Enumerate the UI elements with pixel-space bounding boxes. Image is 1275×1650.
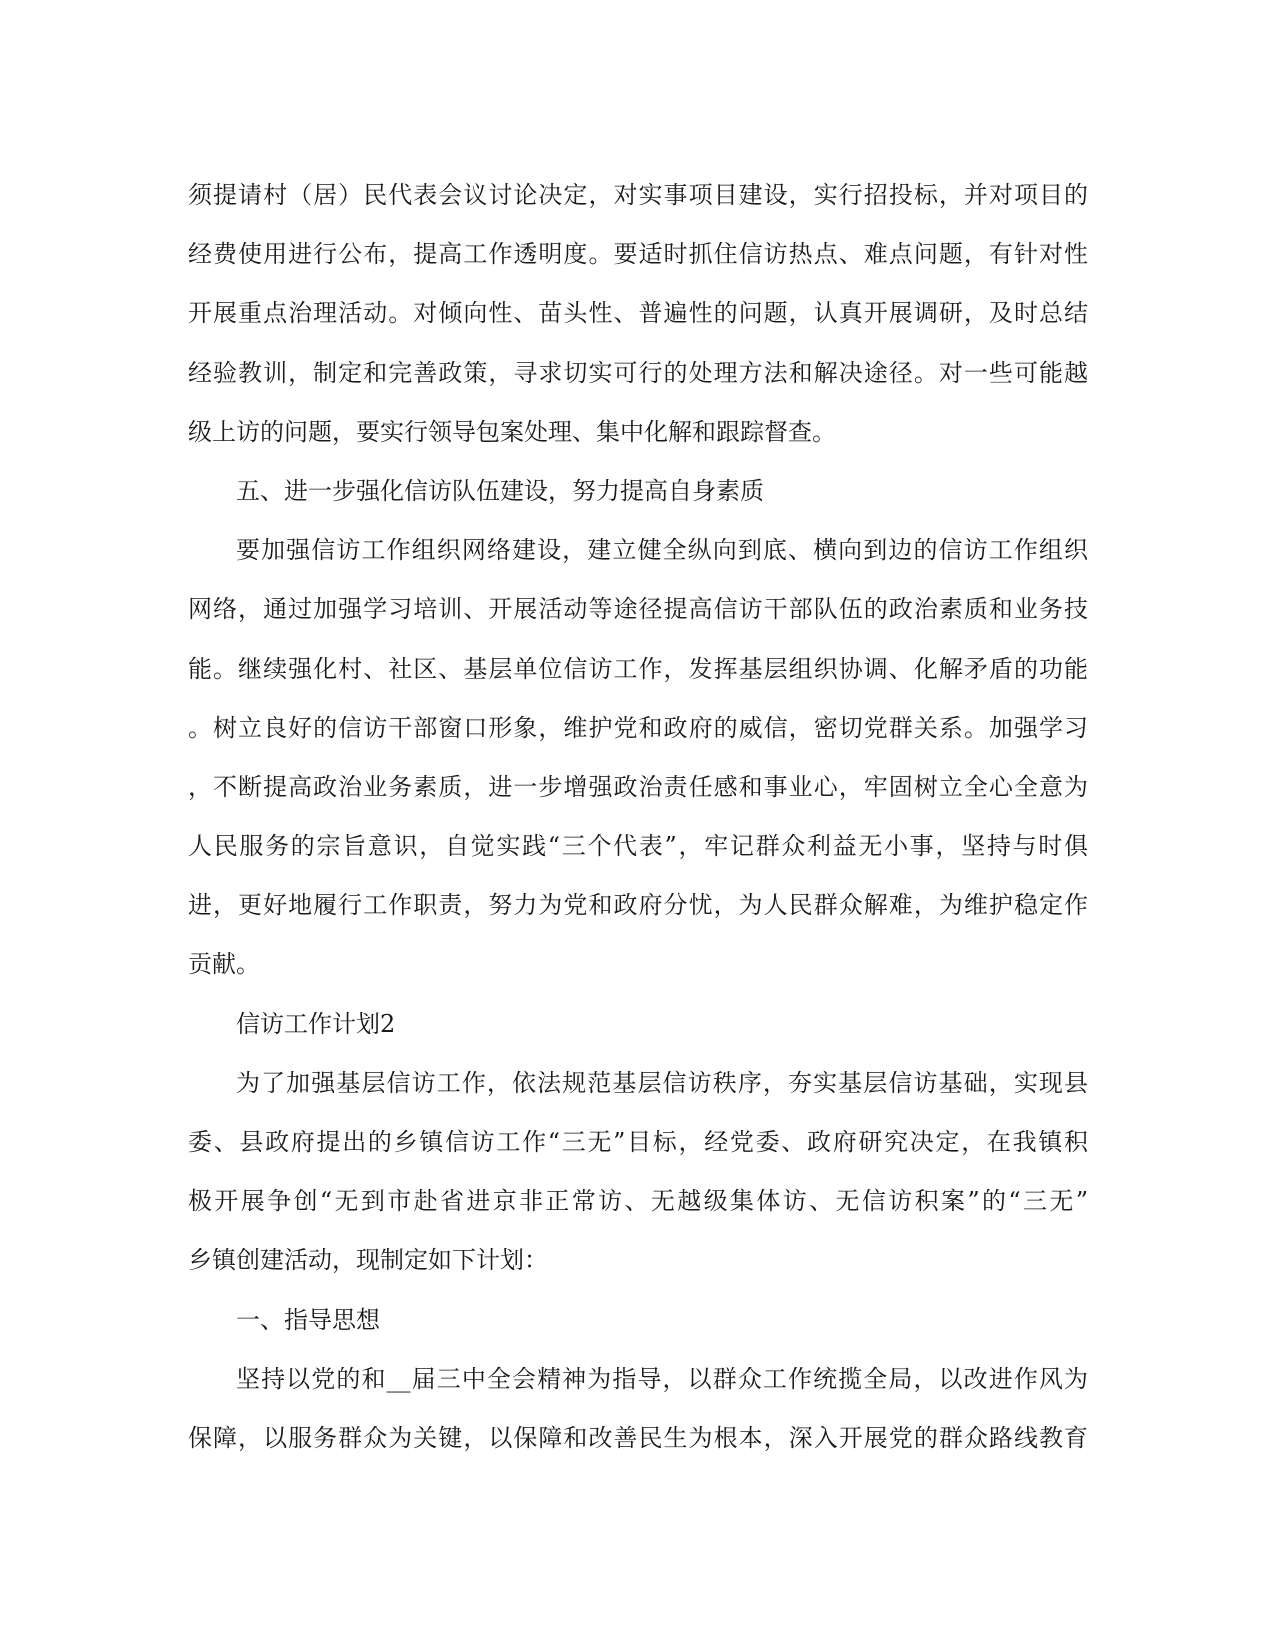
section-heading: 一、指导思想 xyxy=(236,1305,380,1334)
paragraph-line: 贡献。 xyxy=(188,950,260,979)
paragraph-line: 极开展争创“无到市赴省进京非正常访、无越级集体访、无信访积案”的“三无” xyxy=(188,1187,1088,1216)
document-body xyxy=(188,166,1088,1468)
paragraph-line: 乡镇创建活动，现制定如下计划： xyxy=(188,1246,548,1275)
paragraph-line: 经验教训，制定和完善政策，寻求切实可行的处理方法和解决途径。对一些可能越 xyxy=(188,358,1088,387)
paragraph-line: 委、县政府提出的乡镇信访工作“三无”目标，经党委、政府研究决定，在我镇积 xyxy=(188,1128,1088,1156)
paragraph-line: 。树立良好的信访干部窗口形象，维护党和政府的威信，密切党群关系。加强学习 xyxy=(188,713,1088,742)
paragraph-line: 开展重点治理活动。对倾向性、苗头性、普遍性的问题，认真开展调研，及时总结 xyxy=(188,299,1088,328)
paragraph-line: 能。继续强化村、社区、基层单位信访工作，发挥基层组织协调、化解矛盾的功能 xyxy=(188,654,1088,683)
paragraph-line: 进，更好地履行工作职责，努力为党和政府分忧，为人民群众解难，为维护稳定作 xyxy=(188,891,1088,920)
section-heading: 五、进一步强化信访队伍建设，努力提高自身素质 xyxy=(236,476,764,505)
paragraph-line: 人民服务的宗旨意识，自觉实践“三个代表”，牢记群众利益无小事，坚持与时俱 xyxy=(188,832,1088,861)
paragraph-line: 级上访的问题，要实行领导包案处理、集中化解和跟踪督查。 xyxy=(188,417,836,446)
paragraph-line: 为了加强基层信访工作，依法规范基层信访秩序，夯实基层信访基础，实现县 xyxy=(236,1068,1088,1097)
paragraph-line: 坚持以党的和__届三中全会精神为指导，以群众工作统揽全局，以改进作风为 xyxy=(236,1364,1088,1393)
paragraph-line: ，不断提高政治业务素质，进一步增强政治责任感和事业心，牢固树立全心全意为 xyxy=(188,772,1088,801)
paragraph-line: 保障，以服务群众为关键，以保障和改善民生为根本，深入开展党的群众路线教育 xyxy=(188,1423,1088,1452)
paragraph-line: 要加强信访工作组织网络建设，建立健全纵向到底、横向到边的信访工作组织 xyxy=(236,536,1088,565)
paragraph-line: 经费使用进行公布，提高工作透明度。要适时抓住信访热点、难点问题，有针对性 xyxy=(188,240,1088,269)
paragraph-line: 网络，通过加强学习培训、开展活动等途径提高信访干部队伍的政治素质和业务技 xyxy=(188,595,1088,624)
paragraph-line: 须提请村（居）民代表会议讨论决定，对实事项目建设，实行招投标，并对项目的 xyxy=(188,181,1088,209)
document-section-title: 信访工作计划2 xyxy=(236,1009,396,1038)
